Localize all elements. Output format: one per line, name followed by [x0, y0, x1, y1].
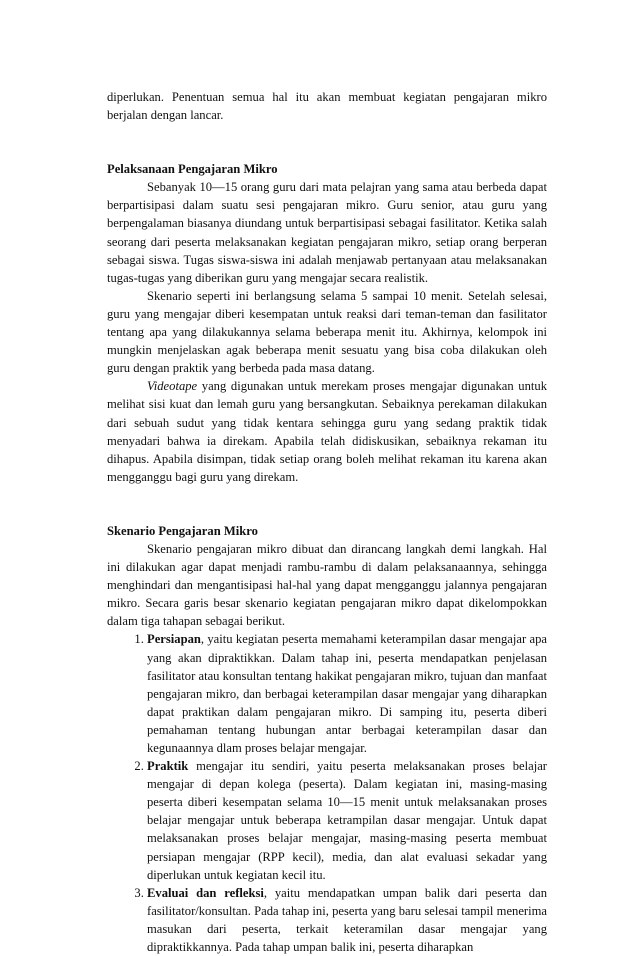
list-item-term: Persiapan [147, 632, 201, 647]
list-item [147, 757, 547, 884]
document-page [107, 88, 547, 956]
paragraph-pelaksanaan-1: Sebanyak 10—15 orang guru dari mata pelajran yang sama atau berbeda dapat berpartisipasi dalam suatu sesi pengajaran mikro. Guru senior, atau guru yang berpengalaman biasanya diundang untuk berpartisipasi sebagai fasilitator. Ketika salah seorang dari peserta melaksanakan kegiatan pengajaran mikro, setiap orang berperan sebagai siswa. Tugas siswa-siswa ini adalah menjawab pertanyaan atau melaksanakan tugas-tugas yang diberikan guru yang mengajar secara realistik. [107, 180, 547, 285]
paragraph-pelaksanaan-3-text: yang digunakan untuk merekam proses mengajar digunakan untuk melihat sisi kuat dan lemah guru yang bersangkutan. Sebaiknya perekaman dilakukan dari sebuah sudut yang tidak kentara sehingga guru yang sedang praktik tidak menyadari bahwa ia direkam. Apabila telah didiskusikan, sebaiknya rekaman itu dihapus. Apabila disimpan, tidak setiap orang boleh melihat rekaman itu karena akan mengganggu bagi guru yang direkam. [107, 379, 547, 484]
paragraph-skenario-1: Skenario pengajaran mikro dibuat dan dirancang langkah demi langkah. Hal ini dilakukan agar dapat menjadi rambu-rambu di dalam pelaksanaannya, sehingga menghindari dan mengantisipasi hal-hal yang dapat mengganggu jalannya pengajaran mikro. Secara garis besar skenario kegiatan pengajaran mikro dapat dikelompokkan dalam tiga tahapan sebagai berikut. [107, 541, 547, 629]
list-item-text: , yaitu mendapatkan umpan balik dari peserta dan fasilitator/konsultan. Pada tahap ini, peserta yang baru selesai tampil menerima masukan dari peserta, terkait keteramilan dasar mengajar yang dipraktikkannya. Pada tahap umpan balik ini, peserta diharapkan [147, 885, 547, 955]
spacer [107, 486, 547, 522]
list-item-text: , yaitu kegiatan peserta memahami keterampilan dasar mengajar apa yang akan dipraktikkan. Dalam tahap ini, peserta mendapatkan penjelasan fasilitator atau konsultan tentang hakikat pengajaran mikro, tujuan dan manfaat pengajaran mikro, dan berbagai keterampilan dasar mengajar yang diharapkan dapat praktikan dalam pengajaran mikro. Di samping itu, peserta diberi pemahaman tentang hubungan antar berbagai keterampilan dasar dan kegunaannya dlam proses belajar mengajar. [147, 632, 547, 755]
paragraph-pelaksanaan-2: Skenario seperti ini berlangsung selama 5 sampai 10 menit. Setelah selesai, guru yang mengajar diberi kesempatan untuk reaksi dari teman-teman dan fasilitator tentang apa yang dilakukannya selama beberapa menit itu. Akhirnya, kelompok ini mungkin menjelaskan agak beberapa menit sesuatu yang bisa coba dilakukan oleh guru dengan praktik yang berbeda pada masa datang. [107, 288, 547, 376]
list-item [147, 884, 547, 956]
section-heading-pelaksanaan: Pelaksanaan Pengajaran Mikro [107, 162, 278, 177]
videotape-term: Videotape [147, 379, 198, 394]
list-item-text: mengajar itu sendiri, yaitu peserta melaksanakan proses belajar mengajar di depan kolega (peserta). Dalam kegiatan ini, masing-masing peserta diberi kesempatan selama 10—15 menit untuk melaksanakan proses belajar mengajar untuk beberapa ketrampilan dasar mengajar. Untuk dapat melaksanakan proses belajar mengajar, masing-masing peserta membuat persiapan mengajar (RPP kecil), media, dan alat evaluasi sekadar yang diperlukan untuk kegiatan kecil itu. [147, 759, 547, 882]
stage-list [107, 630, 547, 956]
list-item-term: Praktik [147, 759, 189, 774]
spacer [107, 124, 547, 160]
section-heading-skenario: Skenario Pengajaran Mikro [107, 523, 258, 538]
intro-paragraph: diperlukan. Penentuan semua hal itu akan membuat kegiatan pengajaran mikro berjalan dengan lancar. [107, 90, 547, 123]
list-item [147, 630, 547, 757]
paragraph-pelaksanaan-3 [107, 377, 547, 486]
list-item-term: Evaluai dan refleksi [147, 885, 264, 900]
